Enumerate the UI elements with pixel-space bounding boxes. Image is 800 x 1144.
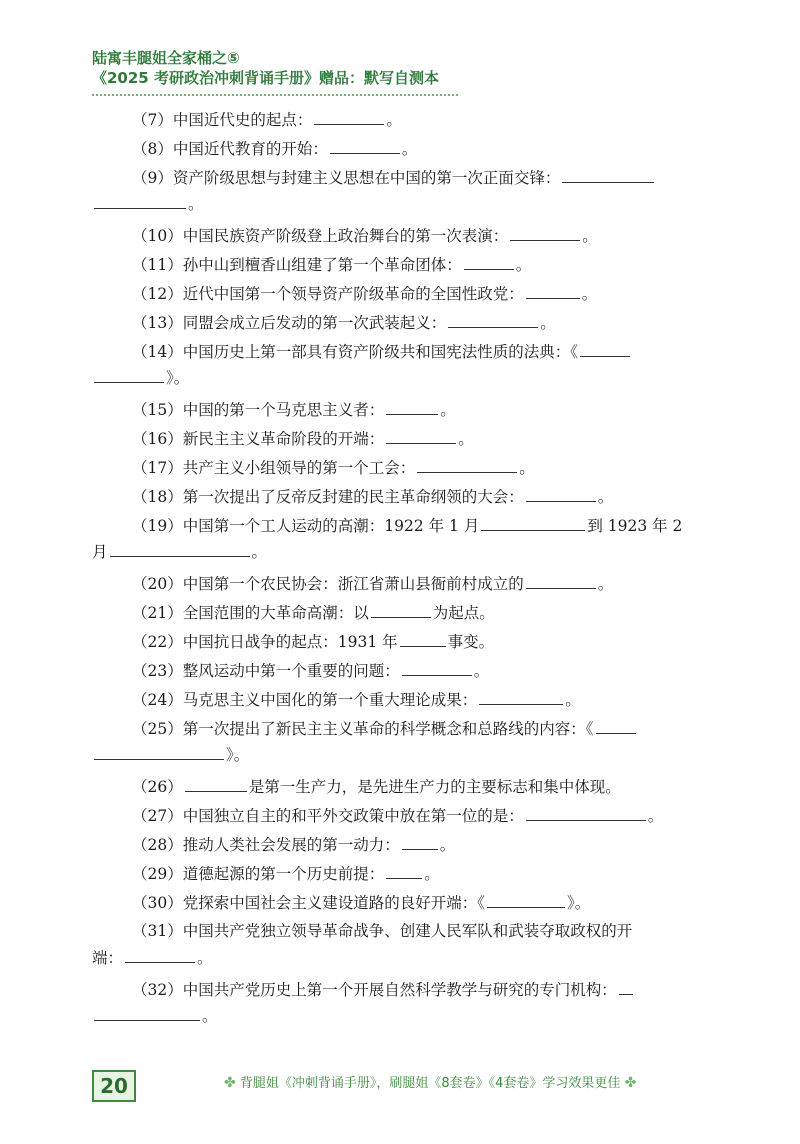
answer-blank[interactable] <box>526 570 596 589</box>
question-7: （7）中国近代史的起点： 。 <box>92 106 718 132</box>
answer-blank[interactable] <box>562 164 654 183</box>
page-header <box>92 48 552 96</box>
answer-blank[interactable] <box>526 483 596 502</box>
answer-blank-continued[interactable] <box>94 190 186 209</box>
question-31: （31）中国共产党独立领导革命战争、创建人民军队和武装夺取政权的开 端： 。 <box>92 922 633 967</box>
question-27: （27）中国独立自主的和平外交政策中放在第一位的是： 。 <box>92 802 718 828</box>
question-20: （20）中国第一个农民协会：浙江省萧山县衙前村成立的 。 <box>92 570 718 596</box>
clover-icon: ✤ <box>224 1075 236 1091</box>
footer-slogan-row <box>224 1073 636 1094</box>
answer-blank[interactable] <box>386 425 456 444</box>
header-series-title: 陆寓丰腿姐全家桶之⑤ <box>92 49 240 67</box>
question-11: （11）孙中山到檀香山组建了第一个革命团体： 。 <box>92 251 718 277</box>
question-16: （16）新民主主义革命阶段的开端： 。 <box>92 425 718 451</box>
answer-blank-continued[interactable] <box>94 1002 200 1021</box>
answer-blank[interactable] <box>619 976 633 995</box>
answer-blank[interactable] <box>526 802 646 821</box>
question-29: （29）道德起源的第一个历史前提： 。 <box>92 860 718 886</box>
answer-blank[interactable] <box>386 860 422 879</box>
answer-blank[interactable] <box>510 222 580 241</box>
answer-blank[interactable] <box>448 309 538 328</box>
question-21: （21）全国范围的大革命高潮：以 为起点。 <box>92 599 718 625</box>
question-17: （17）共产主义小组领导的第一个工会： 。 <box>92 454 718 480</box>
header-book-title: 《2025 考研政治冲刺背诵手册》赠品：默写自测本 <box>92 69 439 87</box>
answer-blank[interactable] <box>596 715 636 734</box>
answer-blank[interactable] <box>464 251 514 270</box>
answer-blank[interactable] <box>371 599 431 618</box>
answer-blank-continued[interactable] <box>94 364 164 383</box>
answer-blank[interactable] <box>386 396 438 415</box>
answer-blank[interactable] <box>330 135 400 154</box>
answer-blank[interactable] <box>479 686 563 705</box>
question-14: （14）中国历史上第一部具有资产阶级共和国宪法性质的法典：《 》。 <box>92 338 718 390</box>
question-12: （12）近代中国第一个领导资产阶级革命的全国性政党： 。 <box>92 280 718 306</box>
answer-blank[interactable] <box>580 338 630 357</box>
question-10: （10）中国民族资产阶级登上政治舞台的第一次表演： 。 <box>92 222 718 248</box>
question-9: （9）资产阶级思想与封建主义思想在中国的第一次正面交锋： 。 <box>92 164 718 216</box>
answer-blank[interactable] <box>417 454 517 473</box>
answer-blank[interactable] <box>400 628 446 647</box>
question-23: （23）整风运动中第一个重要的问题： 。 <box>92 657 718 683</box>
answer-blank[interactable] <box>402 657 472 676</box>
question-24: （24）马克思主义中国化的第一个重大理论成果： 。 <box>92 686 718 712</box>
page-number-box <box>92 1070 136 1102</box>
question-19: （19）中国第一个工人运动的高潮：1922 年 1 月 到 1923 年 2 月 。 <box>92 512 718 564</box>
question-22: （22）中国抗日战争的起点：1931 年 事变。 <box>92 628 718 654</box>
answer-blank[interactable] <box>402 831 438 850</box>
question-30: （30）党探索中国社会主义建设道路的良好开端：《 》。 <box>92 889 718 915</box>
answer-blank[interactable] <box>526 280 580 299</box>
question-18: （18）第一次提出了反帝反封建的民主革命纲领的大会： 。 <box>92 483 718 509</box>
question-8: （8）中国近代教育的开始： 。 <box>92 135 718 161</box>
question-13: （13）同盟会成立后发动的第一次武装起义： 。 <box>92 309 718 335</box>
question-28: （28）推动人类社会发展的第一动力： 。 <box>92 831 718 857</box>
header-dotted-divider <box>92 94 458 96</box>
answer-blank[interactable] <box>314 106 384 125</box>
question-32: （32）中国共产党历史上第一个开展自然科学教学与研究的专门机构： 。 <box>92 976 718 1028</box>
answer-blank[interactable] <box>125 944 195 963</box>
answer-blank-continued[interactable] <box>94 741 224 760</box>
question-26: （26） 是第一生产力，是先进生产力的主要标志和集中体现。 <box>92 773 718 799</box>
answer-blank-end[interactable] <box>110 538 250 557</box>
answer-blank[interactable] <box>185 773 247 792</box>
question-25: （25）第一次提出了新民主主义革命的科学概念和总路线的内容：《 》。 <box>92 715 718 767</box>
answer-blank-start[interactable] <box>481 512 585 531</box>
footer-slogan: 背腿姐《冲刺背诵手册》，刷腿姐《8套卷》《4套卷》学习效果更佳 <box>239 1076 621 1091</box>
clover-icon: ✤ <box>624 1075 637 1091</box>
question-15: （15）中国的第一个马克思主义者： 。 <box>92 396 718 422</box>
page-number: 20 <box>100 1074 128 1098</box>
answer-blank[interactable] <box>487 889 565 908</box>
